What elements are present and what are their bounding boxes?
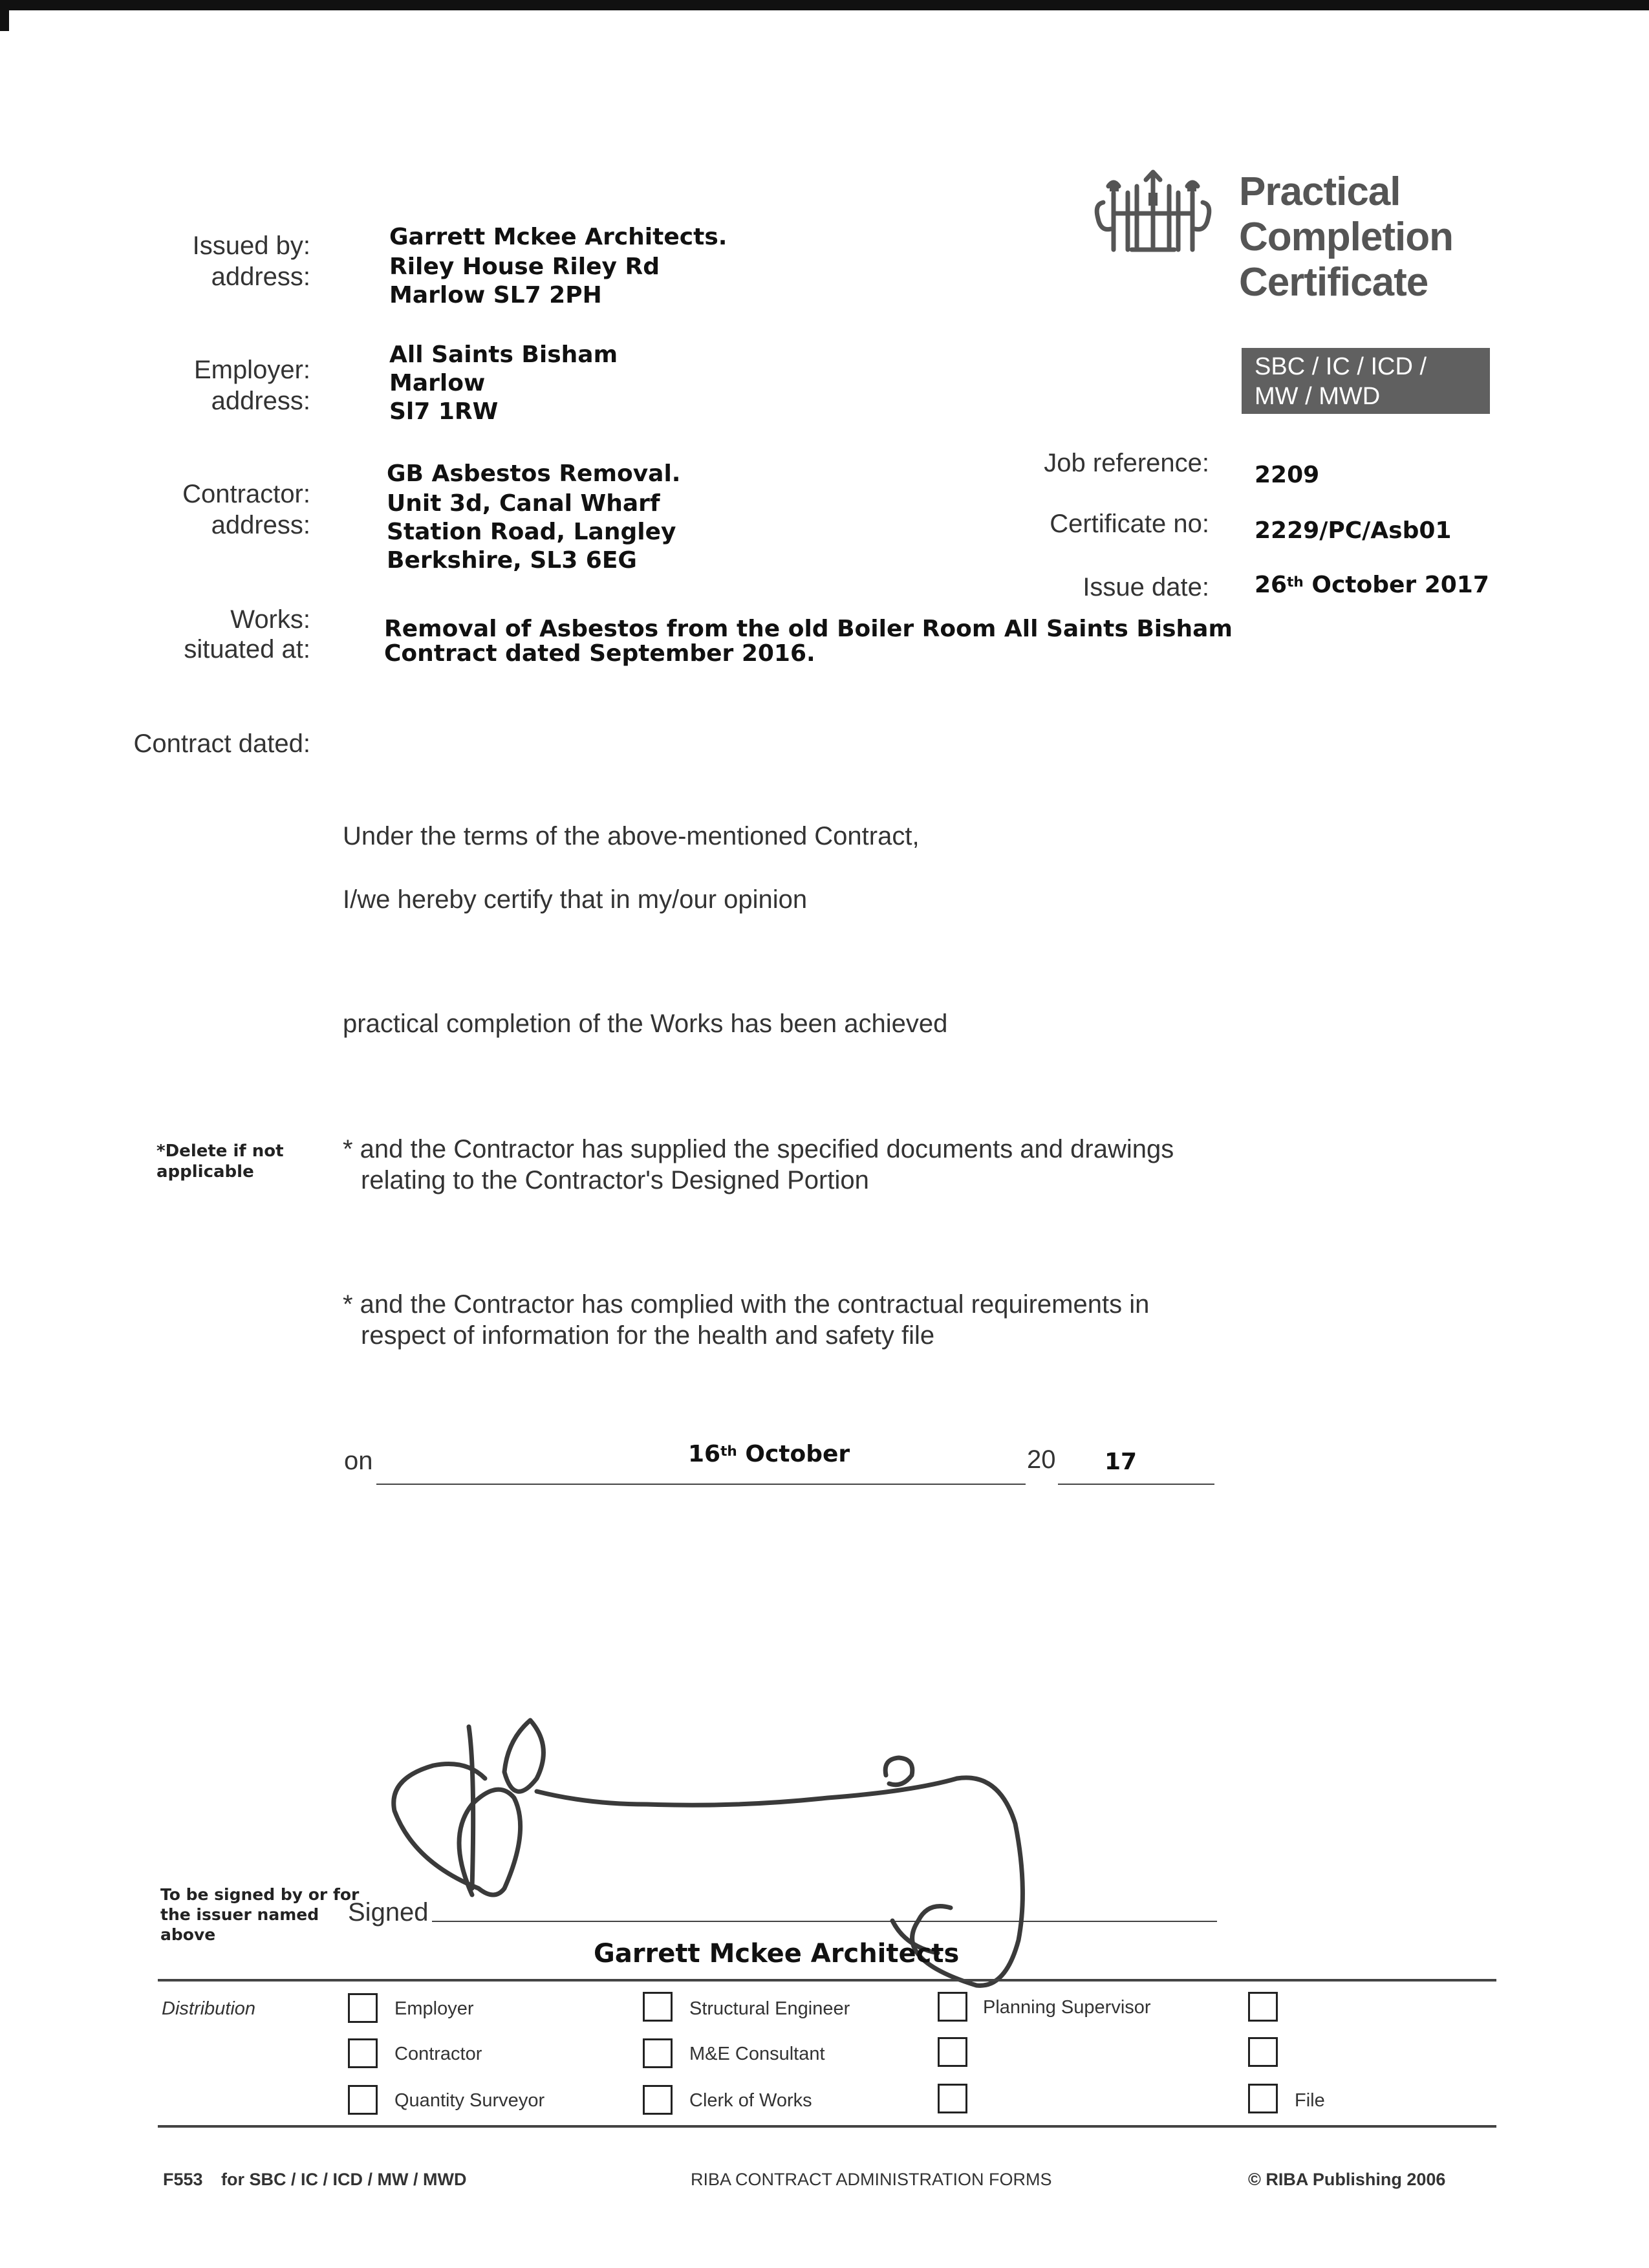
delete-note-line: applicable <box>156 1162 254 1182</box>
issued-by-address-label: address: <box>211 263 310 291</box>
designed-portion-clause-1: * and the Contractor has supplied the specified documents and drawings <box>343 1135 1174 1163</box>
checkbox-blank-4[interactable] <box>938 2084 967 2113</box>
sign-note-line: above <box>160 1925 216 1944</box>
employer-address-label: address: <box>211 387 310 415</box>
completion-year: 17 <box>1105 1449 1137 1475</box>
checkbox-planning-supervisor[interactable] <box>938 1992 967 2022</box>
form-series: RIBA CONTRACT ADMINISTRATION FORMS <box>691 2170 1052 2189</box>
checkbox-contractor-label: Contractor <box>394 2044 482 2064</box>
contractor-label: Contractor: <box>182 480 310 508</box>
certificate-title <box>1239 169 1453 305</box>
works-contract-note: Contract dated September 2016. <box>384 640 815 667</box>
designed-portion-clause-2: relating to the Contractor's Designed Portion <box>361 1166 869 1194</box>
riba-crest-icon <box>1092 167 1214 257</box>
checkbox-blank-5[interactable] <box>1248 1992 1278 2022</box>
title-line-1: Practical <box>1239 169 1401 214</box>
on-label: on <box>344 1447 373 1475</box>
contractor-address-line: Unit 3d, Canal Wharf <box>387 490 660 517</box>
title-line-3: Certificate <box>1239 260 1428 305</box>
checkbox-file-label: File <box>1295 2090 1325 2111</box>
completion-statement: practical completion of the Works has been achieved <box>343 1010 948 1038</box>
checkbox-blank-3[interactable] <box>938 2037 967 2067</box>
issue-date-month-year: October 2017 <box>1303 572 1489 598</box>
job-reference-label: Job reference: <box>1044 449 1209 477</box>
checkbox-quantity-surveyor[interactable] <box>348 2085 378 2115</box>
completion-day-suffix: th <box>720 1443 737 1460</box>
contractor-name: GB Asbestos Removal. <box>387 460 681 487</box>
form-for: for SBC / IC / ICD / MW / MWD <box>221 2170 467 2189</box>
copyright: © RIBA Publishing 2006 <box>1248 2170 1446 2189</box>
badge-line-2: MW / MWD <box>1255 383 1381 410</box>
checkbox-employer[interactable] <box>348 1993 378 2023</box>
checkbox-planning-supervisor-label: Planning Supervisor <box>983 1997 1151 2018</box>
form-code: F553 <box>163 2170 203 2189</box>
issued-by-label: Issued by: <box>192 232 310 260</box>
distribution-bottom-rule <box>158 2125 1496 2128</box>
signer-name: Garrett Mckee Architects <box>594 1939 960 1969</box>
sign-note-line: the issuer named <box>160 1905 319 1924</box>
issue-date-value <box>1255 570 1489 600</box>
employer-label: Employer: <box>193 356 310 384</box>
year-underline <box>1058 1484 1214 1485</box>
sign-note-line: To be signed by or for <box>160 1885 360 1904</box>
certificate-no-label: Certificate no: <box>1050 510 1209 538</box>
scan-top-border <box>0 0 1649 10</box>
checkbox-clerk-of-works[interactable] <box>643 2085 673 2115</box>
issuer-address-line: Riley House Riley Rd <box>389 254 660 280</box>
issue-date-day: 26 <box>1255 572 1288 598</box>
sign-note <box>160 1885 359 1945</box>
century-label: 20 <box>1027 1445 1056 1474</box>
job-reference-value: 2209 <box>1255 462 1320 488</box>
completion-day-month <box>688 1440 850 1469</box>
checkbox-structural-engineer-label: Structural Engineer <box>689 1998 850 2019</box>
delete-note-line: *Delete if not <box>156 1141 284 1161</box>
checkbox-employer-label: Employer <box>394 1998 474 2019</box>
checkbox-file[interactable] <box>1248 2084 1278 2113</box>
date-underline <box>376 1484 1026 1485</box>
title-line-2: Completion <box>1239 215 1453 259</box>
completion-month: October <box>737 1441 850 1467</box>
completion-day: 16 <box>688 1441 721 1467</box>
scan-corner-mark <box>0 0 9 31</box>
checkbox-blank-6[interactable] <box>1248 2037 1278 2067</box>
works-description: Removal of Asbestos from the old Boiler Room All Saints Bisham <box>384 616 1233 642</box>
checkbox-me-consultant-label: M&E Consultant <box>689 2044 825 2064</box>
certify-line: I/we hereby certify that in my/our opinion <box>343 885 808 914</box>
badge-line-1: SBC / IC / ICD / <box>1255 353 1427 380</box>
certificate-no-value: 2229/PC/Asb01 <box>1255 517 1452 544</box>
issuer-name: Garrett Mckee Architects. <box>389 224 727 250</box>
terms-line: Under the terms of the above-mentioned Contract, <box>343 822 920 850</box>
distribution-label: Distribution <box>162 1998 256 2019</box>
health-safety-clause-1: * and the Contractor has complied with the contractual requirements in <box>343 1290 1150 1319</box>
delete-note <box>156 1141 284 1182</box>
works-label: Works: <box>230 605 310 634</box>
signed-label: Signed <box>348 1898 429 1927</box>
contractor-address-line: Station Road, Langley <box>387 519 676 545</box>
checkbox-contractor[interactable] <box>348 2038 378 2068</box>
checkbox-quantity-surveyor-label: Quantity Surveyor <box>394 2090 545 2111</box>
employer-address-line: Sl7 1RW <box>389 398 499 425</box>
issuer-address-line: Marlow SL7 2PH <box>389 282 602 308</box>
contractor-address-line: Berkshire, SL3 6EG <box>387 547 637 574</box>
issue-date-suffix: th <box>1287 574 1304 590</box>
works-situated-label: situated at: <box>184 635 310 664</box>
checkbox-clerk-of-works-label: Clerk of Works <box>689 2090 812 2111</box>
contract-dated-label: Contract dated: <box>133 729 310 758</box>
checkbox-structural-engineer[interactable] <box>643 1992 673 2022</box>
health-safety-clause-2: respect of information for the health and safety file <box>361 1321 935 1350</box>
contractor-address-label: address: <box>211 511 310 539</box>
issue-date-label: Issue date: <box>1083 573 1209 601</box>
distribution-top-rule <box>158 1979 1496 1982</box>
checkbox-me-consultant[interactable] <box>643 2038 673 2068</box>
employer-address-line: Marlow <box>389 370 486 396</box>
employer-name: All Saints Bisham <box>389 341 618 368</box>
